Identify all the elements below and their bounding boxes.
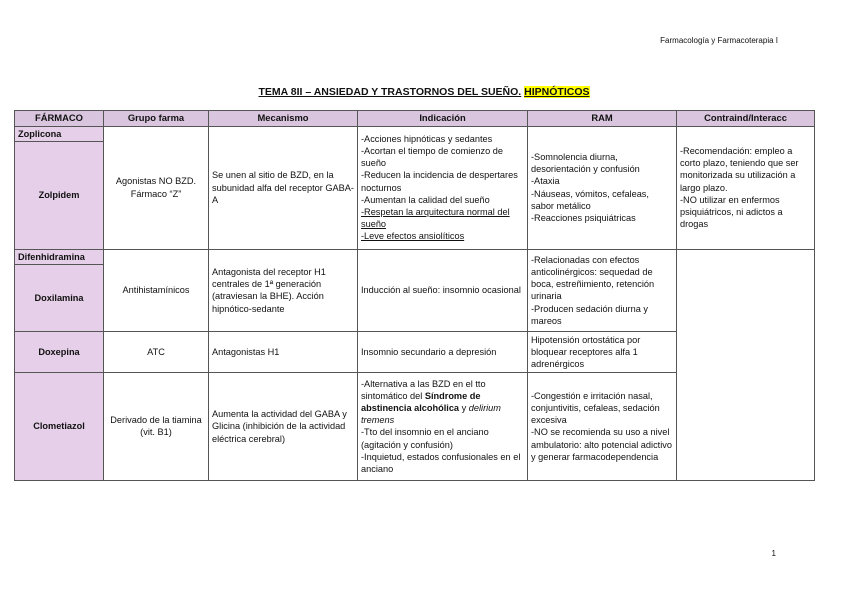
indication-z	[358, 126, 528, 249]
ram-z-2: -Ataxia	[531, 176, 560, 187]
col-header-contraind: Contraind/Interacc	[677, 111, 815, 127]
contra-z-1: -Recomendación: empleo a corto plazo, teniendo que ser monitorizada su utilización a largo plazo.	[680, 145, 799, 193]
contra-z	[677, 126, 815, 249]
col-header-mecanismo: Mecanismo	[209, 111, 358, 127]
mechanism-antihist: Antagonista del receptor H1 centrales de 1ª generación (atraviesan la BHE). Acción hipnótico-sedante	[209, 249, 358, 331]
col-header-grupo: Grupo farma	[104, 111, 209, 127]
indication-z-5: -Respetan la arquitectura normal del sueño	[361, 206, 510, 230]
ram-clometiazol-2: -NO se recomienda su uso a nivel ambulatorio: alto potencial adictivo y generar farmacodependencia	[531, 427, 672, 462]
group-doxepina: ATC	[104, 331, 209, 372]
contra-z-2: -NO utilizar en enfermos psiquiátricos, ni adictos a drogas	[680, 194, 783, 230]
drug-doxilamina: Doxilamina	[15, 264, 104, 331]
table-row	[15, 249, 815, 264]
ram-antihist-2: -Producen sedación diurna y mareos	[531, 303, 648, 326]
group-z-line2: Fármaco “Z”	[130, 188, 182, 199]
title-prefix: TEMA 8II – ANSIEDAD Y TRASTORNOS DEL SUEÑO.	[258, 86, 522, 98]
group-clometiazol: Derivado de la tiamina (vit. B1)	[104, 372, 209, 480]
ram-z	[528, 126, 677, 249]
ram-antihist	[528, 249, 677, 331]
ram-z-3: -Náuseas, vómitos, cefaleas, sabor metálico	[531, 188, 649, 211]
mechanism-clometiazol: Aumenta la actividad del GABA y Glicina (inhibición de la actividad eléctrica cerebral)	[209, 372, 358, 480]
table-header-row	[15, 111, 815, 127]
indication-z-4: -Aumentan la calidad del sueño	[361, 194, 490, 205]
hypnotics-table	[14, 110, 815, 481]
indication-doxepina: Insomnio secundario a depresión	[358, 331, 528, 372]
indication-clometiazol-3: -Inquietud, estados confusionales en el anciano	[361, 451, 521, 475]
page-number: 1	[771, 549, 776, 558]
mechanism-doxepina: Antagonistas H1	[209, 331, 358, 372]
indication-antihist: Inducción al sueño: insomnio ocasional	[358, 249, 528, 331]
document-title	[0, 86, 848, 98]
indication-clometiazol	[358, 372, 528, 480]
ram-z-1: -Somnolencia diurna, desorientación y confusión	[531, 151, 640, 175]
col-header-farmaco: FÁRMACO	[15, 111, 104, 127]
group-z	[104, 126, 209, 249]
indication-z-2: -Acortan el tiempo de comienzo de sueño	[361, 145, 503, 169]
group-z-line1: Agonistas NO BZD.	[115, 176, 197, 187]
drug-clometiazol: Clometiazol	[15, 372, 104, 480]
table-row	[15, 126, 815, 141]
ram-clometiazol-1: -Congestión e irritación nasal, conjuntivitis, cefaleas, sedación excesiva	[531, 390, 660, 426]
ram-doxepina: Hipotensión ortostática por bloquear receptores alfa 1 adrenérgicos	[528, 331, 677, 372]
indication-z-6: -Leve efectos ansiolíticos	[361, 231, 465, 242]
drug-zolpidem: Zolpidem	[15, 141, 104, 249]
ram-z-4: -Reacciones psiquiátricas	[531, 213, 636, 224]
drug-difenhidramina: Difenhidramina	[15, 249, 104, 264]
col-header-ram: RAM	[528, 111, 677, 127]
course-header: Farmacología y Farmacoterapia I	[660, 36, 778, 45]
group-antihist: Antihistamínicos	[104, 249, 209, 331]
drug-zoplicona: Zoplicona	[15, 126, 104, 141]
indication-clometiazol-2: -Tto del insomnio en el anciano (agitación y confusión)	[361, 427, 489, 450]
col-header-indicacion: Indicación	[358, 111, 528, 127]
indication-z-3: -Reducen la incidencia de despertares nocturnos	[361, 170, 518, 193]
ram-clometiazol	[528, 372, 677, 480]
indication-z-1: -Acciones hipnóticas y sedantes	[361, 133, 493, 144]
title-highlight: HIPNÓTICOS	[524, 86, 590, 98]
contra-empty	[677, 249, 815, 480]
drug-doxepina: Doxepina	[15, 331, 104, 372]
ram-antihist-1: -Relacionadas con efectos anticolinérgicos: sequedad de boca, estreñimiento, retención urinaria	[531, 254, 655, 302]
indication-clometiazol-1: -Alternativa a las BZD en el tto sintomático del Síndrome de abstinencia alcohólica y delirium tremens	[361, 378, 501, 426]
mechanism-z: Se unen al sitio de BZD, en la subunidad alfa del receptor GABA-A	[209, 126, 358, 249]
